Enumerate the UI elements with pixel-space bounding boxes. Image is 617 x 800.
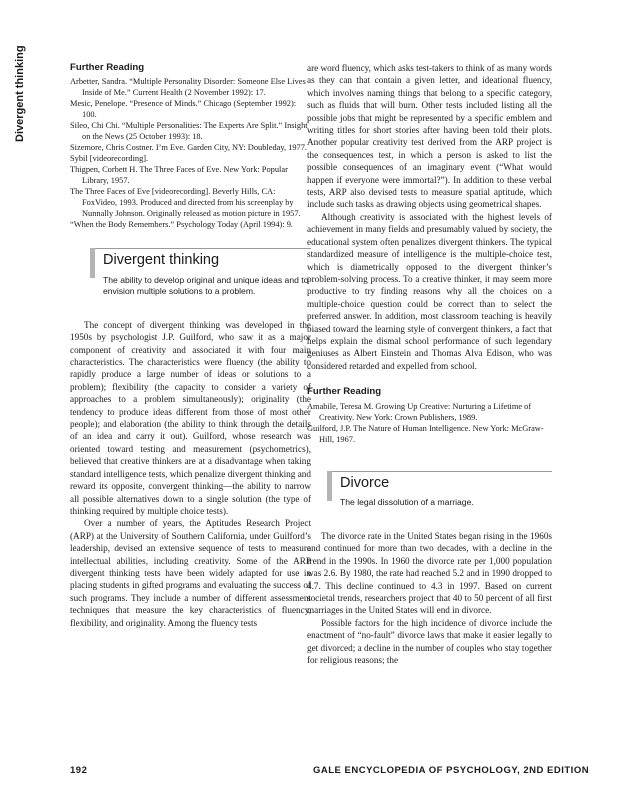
body-paragraph: The divorce rate in the United States began rising in the 1960s and continued for more than two decades, with a decline in the trend in the 1990s. In 1960 the divorce rate per 1,000 population was 2.6. By 1980, the rate had reached 5.2 and in 1990 dropped to 4.7. This decline continued to 4.3 in 1997. Based on current societal trends, researchers project that 40 to 50 percent of all first marriages in the United States will end in divorce. (307, 530, 552, 616)
reference-item: Sizemore, Chris Costner. I’m Eve. Garden City, NY: Doubleday, 1977. (70, 143, 308, 153)
section-bar (90, 248, 95, 278)
reference-item: Guilford, J.P. The Nature of Human Intelligence. New York: McGraw-Hill, 1967. (307, 423, 544, 444)
reference-item: Amabile, Teresa M. Growing Up Creative: Nurturing a Lifetime of Creativity. New York: Crown Publishers, 1989. (307, 401, 532, 422)
section-rule (332, 471, 552, 472)
left-column (70, 62, 311, 629)
further-reading-heading: Further Reading (307, 386, 382, 398)
body-paragraph: Although creativity is associated with the highest levels of achievement in many fields and presumably valued by society, the educational system often penalizes divergent thinkers. The typical standardized measure of intelligence is the multiple-choice test, which is diametrically opposed to the divergent thinker’s problem-solving process. To a creative thinker, it may seem more productive to try finding reasons why all the choices on a multiple-choice question could be correct than to select the preferred answer. In addition, most classroom teaching is heavily biased toward the learning style of convergent thinkers, a fact that helps explain the dismal school performance of such legendary geniuses as Albert Einstein and Thomas Alva Edison, who was considered retarded and expelled from school. (307, 211, 552, 371)
side-tab (14, 45, 28, 142)
reference-item: Mesic, Penelope. “Presence of Minds.” Chicago (September 1992): 100. (70, 99, 297, 120)
running-footer: GALE ENCYCLOPEDIA OF PSYCHOLOGY, 2ND EDITION (313, 765, 590, 776)
reference-item: Thigpen, Corbett H. The Three Faces of Eve. New York: Popular Library, 1957. (70, 165, 288, 186)
page-number: 192 (70, 765, 88, 776)
body-paragraph: Possible factors for the high incidence of divorce include the enactment of “no-fault” divorce laws that make it easier legally to get divorced; a decline in the number of couples who stay together for religious reasons; the (307, 617, 552, 666)
reference-item: The Three Faces of Eve [videorecording]. Beverly Hills, CA: FoxVideo, 1993. Produced and directed from his screenplay by Nunnally Johnson. Originally released as motion picture in 1957. (70, 187, 301, 219)
reference-item: “When the Body Remembers.” Psychology Today (April 1994): 9. (70, 220, 294, 230)
reference-item: Sileo, Chi Chi. “Multiple Personalities: The Experts Are Split.” Insight on the News (25 October 1993): 18. (70, 121, 308, 142)
body-paragraph: are word fluency, which asks test-takers to think of as many words as they can that contain a given letter, and ideational fluency, which involves naming things that belong to a specific category, such as fluids that will burn. Other tests included listing all the possible jobs that might be represented by a specific emblem and writing titles for short stories after having been told their plots. Another popular creativity test derived from the ARP project is the consequences test, in which a person is asked to list the possible consequences of an imaginary event (“What would happen if everyone were immortal?”). In addition to these verbal tests, ARP also devised tests to measure spatial aptitude, which include such tasks as drawing objects using geometrical shapes. (307, 63, 552, 210)
section-title: Divorce (340, 474, 390, 491)
side-tab-label: Divergent thinking (14, 45, 26, 142)
reference-item: Sybil [videorecording]. (70, 154, 149, 164)
further-reading-heading: Further Reading (70, 62, 145, 73)
section-title: Divergent thinking (103, 252, 220, 269)
section-header-divergent-thinking (70, 244, 311, 296)
body-paragraph: Over a number of years, the Aptitudes Research Project (ARP) at the University of Southern California, under Guilford’s leadership, devised an extensive sequence of tests to measure intellectual abilities, including creativity. Some of the ARP divergent thinking tests have been widely adapted for use in placing students in gifted programs and evaluating the success of such programs. They include a number of different assessment techniques that measure the key characteristics of fluency, flexibility, and originality. Among the fluency tests (70, 518, 311, 628)
section-definition: The ability to develop original and unique ideas and to envision multiple solutions to a problem. (103, 274, 309, 296)
section-bar (327, 471, 332, 501)
section-definition: The legal dissolution of a marriage. (340, 496, 474, 507)
section-rule (95, 248, 311, 249)
right-column (307, 62, 552, 666)
section-header-divorce (307, 467, 552, 508)
reference-item: Arbetter, Sandra. “Multiple Personality Disorder: Someone Else Lives Inside of Me.” Current Health (2 November 1992): 17. (70, 77, 306, 98)
body-paragraph: The concept of divergent thinking was developed in the 1950s by psychologist J.P. Guilford, who saw it as a major component of creativity and associated it with four main characteristics. The characteristics were fluency (the ability to rapidly produce a large number of ideas or solutions to a problem); flexibility (the capacity to consider a variety of approaches to a problem simultaneously); originality (the tendency to produce ideas different from those of most other people); and elaboration (the ability to think through the details of an idea and carry it out). Guilford, whose research was oriented toward testing and measurement (psychometrics), believed that creative thinkers are at a disadvantage when taking standard intelligence tests, which penalize divergent thinking and reward its opposite, convergent thinking—the ability to narrow all possible alternatives down to a single solution (the type of thinking required by multiple choice tests). (70, 319, 311, 516)
